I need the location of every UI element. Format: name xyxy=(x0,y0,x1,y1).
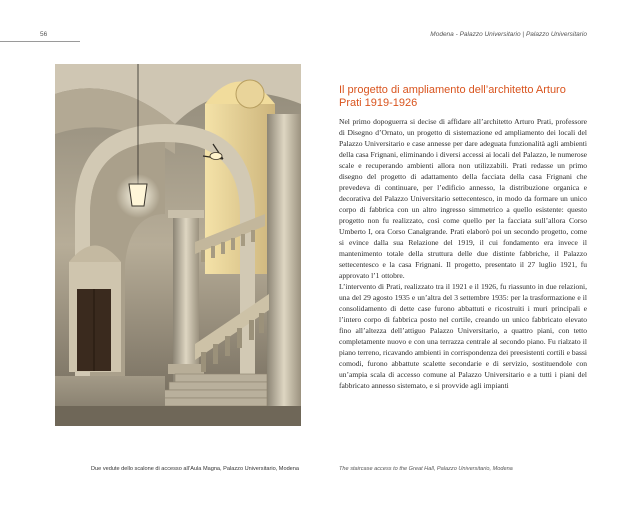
running-head xyxy=(430,31,587,38)
body-paragraph-1: Nel primo dopoguerra si decise di affidare all’architetto Arturo Prati, professore di Disegno d’Ornato, un progetto di sistemazione ed ampliamento dei locali del Palazzo Universitario e case annesse per dare adeguata funzionalità agli ambienti della casa Frignani, eliminando i diversi accessi ai locali del Palazzo, le numerose scale e recuperando ambienti allora non utilizzabili. Prati redasse un primo disegno del progetto di adattamento della facciata della casa Frignani che prevedeva di continuare, per l’edificio annesso, la distribuzione organica e decorativa del Palazzo Universitario settecentesco, in modo da formare un unico corpo di fabbrica con un altro ingresso simmetrico a quello esistente: questo progetto non fu realizzato, così come quello per la facciata sull’allora Corso Umberto I, ora Corso Canalgrande. Prati elaborò poi un secondo progetto, come si evince dalla sua Relazione del 1919, il cui fondamento era invece il mantenimento totale della struttura delle due distinte fabbriche, il Palazzo settecentesco e la casa Frignani. Il progetto, presentato il 27 luglio 1921, fu approvato l’1 ottobre. xyxy=(339,117,587,280)
page-number: 56 xyxy=(40,31,48,38)
article-body xyxy=(339,116,587,391)
running-head-location: Modena - Palazzo Universitario xyxy=(430,31,521,38)
photo-caption-italian: Due vedute dello scalone di accesso all’Aula Magna, Palazzo Universitario, Modena xyxy=(91,466,300,472)
header-rule xyxy=(0,41,80,42)
running-head-separator: | xyxy=(520,31,526,38)
body-paragraph-2: L’intervento di Prati, realizzato tra il 1921 e il 1926, fu riassunto in due relazioni, una del 29 agosto 1935 e un’altra del 3 settembre 1935: per la trasformazione e il consolidamento di dette case furono abbattuti e ricostruiti i muri principali e l’intero corpo di fabbrica posto nel cortile, creando un unico fabbricato elevato fino all’altezza dell’attiguo Palazzo Universitario, a quattro piani, con tetto completamente nuovo e con una terrazza centrale al secondo piano. Fu rialzato il piano terreno, ricavando ambienti in corrispondenza dei preesistenti cortili e bassi comodi, furono abbattute scalette secondarie e di servizio, sostituendole con un’ampia scala di accesso comune al Palazzo Universitario e a tutti i piani del fabbricato annesso sistemato, e si provvide agli impianti xyxy=(339,282,587,390)
staircase-photo xyxy=(55,64,301,426)
photo-caption-english: The staircase access to the Great Hall, Palazzo Universitario, Modena xyxy=(339,466,513,472)
article-heading: Il progetto di ampliamento dell’architetto Arturo Prati 1919-1926 xyxy=(339,84,566,109)
running-head-building: Palazzo Universitario xyxy=(525,31,587,38)
